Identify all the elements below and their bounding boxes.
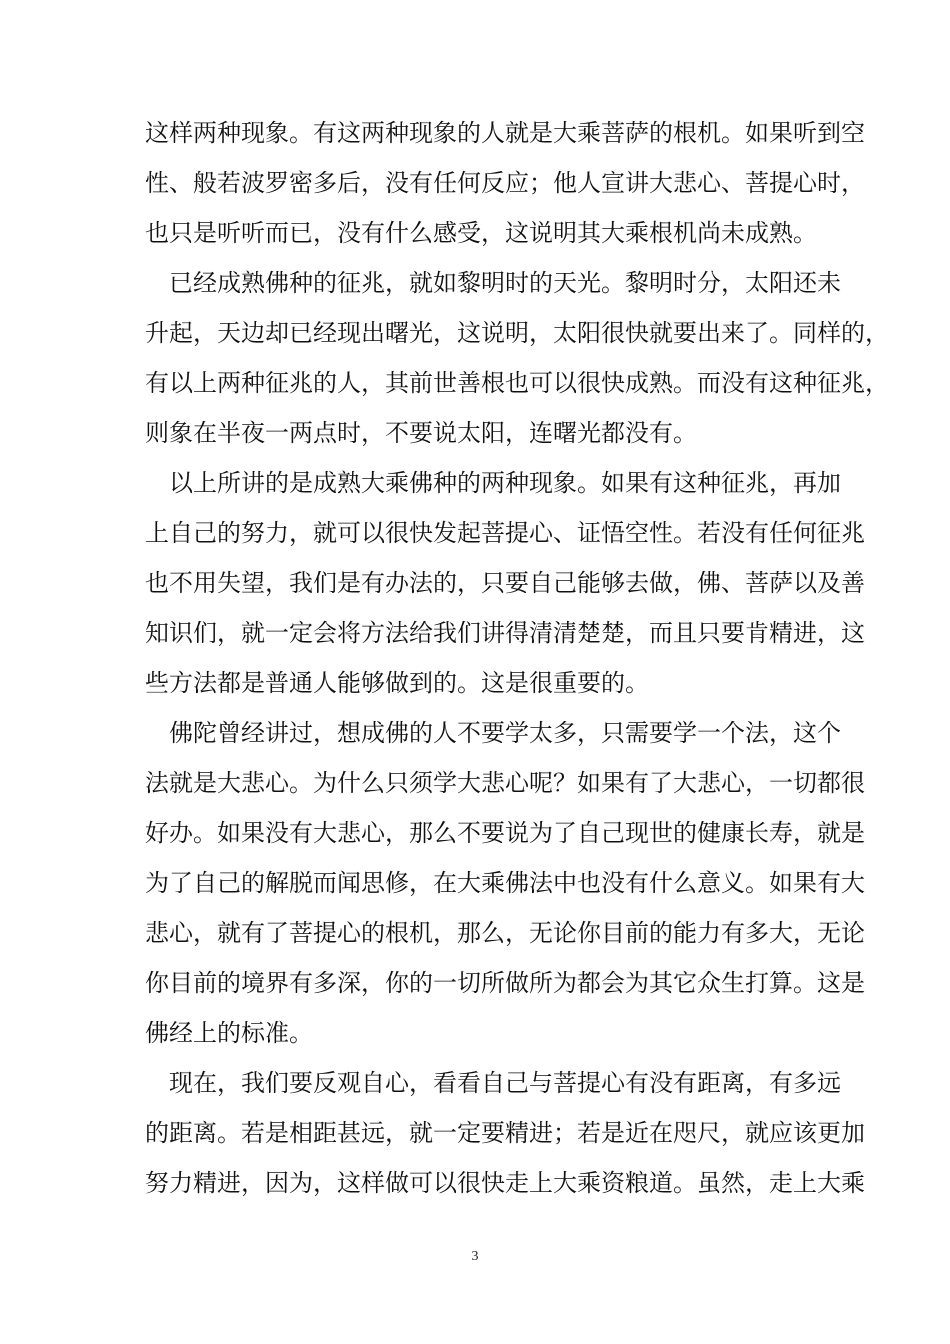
body-text-line: 则象在半夜一两点时，不要说太阳，连曙光都没有。 [145,419,697,447]
body-text-line: 佛陀曾经讲过，想成佛的人不要学太多，只需要学一个法，这个 [145,719,841,747]
body-text-line: 有以上两种征兆的人，其前世善根也可以很快成熟。而没有这种征兆， [145,369,889,397]
body-text-line: 也只是听听而已，没有什么感受，这说明其大乘根机尚未成熟。 [145,219,817,247]
body-text-line: 也不用失望，我们是有办法的，只要自己能够去做，佛、菩萨以及善 [145,569,865,597]
body-text-line: 悲心，就有了菩提心的根机，那么，无论你目前的能力有多大，无论 [145,919,865,947]
body-text-line: 现在，我们要反观自心，看看自己与菩提心有没有距离，有多远 [145,1069,841,1097]
body-text-line: 上自己的努力，就可以很快发起菩提心、证悟空性。若没有任何征兆 [145,519,865,547]
body-text-line: 已经成熟佛种的征兆，就如黎明时的天光。黎明时分，太阳还未 [145,269,841,297]
body-text-line: 法就是大悲心。为什么只须学大悲心呢？如果有了大悲心，一切都很 [145,769,865,797]
body-text-line: 的距离。若是相距甚远，就一定要精进；若是近在咫尺，就应该更加 [145,1119,865,1147]
page-number: 3 [471,1249,479,1264]
body-text-line: 这样两种现象。有这两种现象的人就是大乘菩萨的根机。如果听到空 [145,119,865,147]
body-text-line: 好办。如果没有大悲心，那么不要说为了自己现世的健康长寿，就是 [145,819,865,847]
body-text-line: 知识们，就一定会将方法给我们讲得清清楚楚，而且只要肯精进，这 [145,619,865,647]
body-text-line: 为了自己的解脱而闻思修，在大乘佛法中也没有什么意义。如果有大 [145,869,865,897]
body-text-line: 些方法都是普通人能够做到的。这是很重要的。 [145,669,649,697]
body-text-line: 努力精进，因为，这样做可以很快走上大乘资粮道。虽然，走上大乘 [145,1169,865,1197]
body-text-line: 佛经上的标准。 [145,1019,313,1047]
body-text-line: 以上所讲的是成熟大乘佛种的两种现象。如果有这种征兆，再加 [145,469,841,497]
body-text-line: 升起，天边却已经现出曙光，这说明，太阳很快就要出来了。同样的， [145,319,889,347]
body-text-line: 你目前的境界有多深，你的一切所做所为都会为其它众生打算。这是 [145,969,865,997]
body-text-line: 性、般若波罗密多后，没有任何反应；他人宣讲大悲心、菩提心时， [145,169,865,197]
